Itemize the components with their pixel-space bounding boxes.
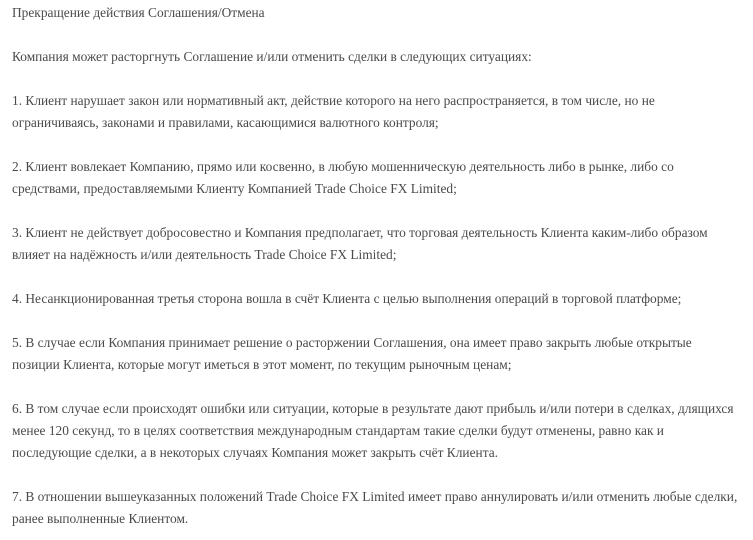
clause-5: 5. В случае если Компания принимает решение о расторжении Соглашения, она имеет право закрыть любые открытые позиции Клиента, которые могут иметься в этот момент, по текущим рыночным ценам; — [12, 335, 692, 372]
clause-1: 1. Клиент нарушает закон или нормативный акт, действие которого на него распространяется, в том числе, но не ограничиваясь, законами и правилами, касающимися валютного контроля; — [12, 93, 655, 130]
clause-3: 3. Клиент не действует добросовестно и Компания предполагает, что торговая деятельность Клиента каким-либо образом влияет на надёжность и/или деятельность Trade Choice FX Limited; — [12, 225, 708, 262]
document-title: Прекращение действия Соглашения/Отмена — [12, 5, 265, 20]
clause-6: 6. В том случае если происходят ошибки или ситуации, которые в результате дают прибыль и/или потери в сделках, длящихся менее 120 секунд, то в целях соответствия международным стандартам такие сделки будут отменены, равно как и последующие сделки, а в некоторых случаях Компания может закрыть счёт Клиента. — [12, 401, 734, 460]
clause-4: 4. Несанкционированная третья сторона вошла в счёт Клиента с целью выполнения операций в торговой платформе; — [12, 291, 682, 306]
intro-paragraph: Компания может расторгнуть Соглашение и/или отменить сделки в следующих ситуациях: — [12, 49, 532, 64]
clause-2: 2. Клиент вовлекает Компанию, прямо или косвенно, в любую мошенническую деятельность либо в рынке, либо со средствами, предоставляемыми Клиенту Компанией Trade Choice FX Limited; — [12, 159, 674, 196]
clause-7: 7. В отношении вышеуказанных положений Trade Choice FX Limited имеет право аннулировать и/или отменить любые сделки, ранее выполненные Клиентом. — [12, 489, 738, 526]
